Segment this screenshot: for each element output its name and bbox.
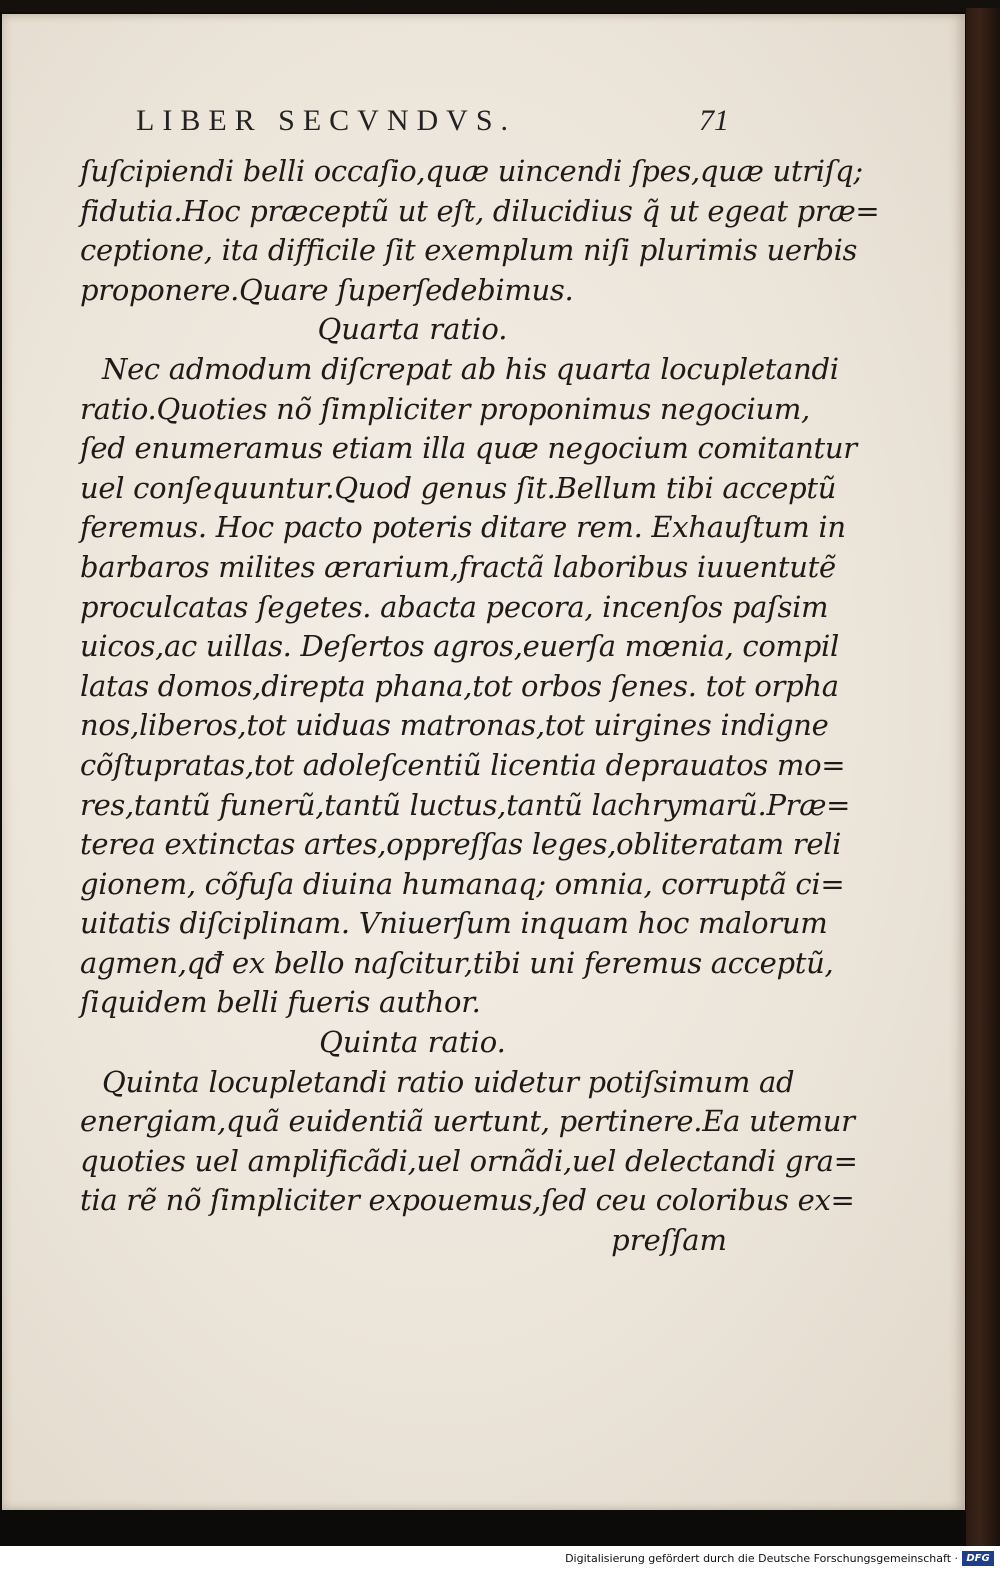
text-line: ratio.Quoties nõ ſimpliciter proponimus negocium, — [80, 391, 810, 426]
text-line: Quinta locupletandi ratio uidetur potiſsimum ad — [102, 1064, 795, 1099]
book-board-top — [0, 0, 1000, 12]
text-line: ſuſcipiendi belli occaſio,quæ uincendi ſpes,quæ utriſq; — [80, 154, 863, 188]
section-heading: Quarta ratio. — [317, 312, 508, 347]
catchword: preſſam — [611, 1223, 727, 1258]
text-line: uicos,ac uillas. Deſertos agros,euerſa mœnia, compil — [80, 629, 839, 664]
text-line: res,tantũ funerũ,tantũ luctus,tantũ lachrymarũ.Præ= — [80, 787, 851, 822]
text-line: fidutia.Hoc præceptũ ut eſt, dilucidius q̃ ut egeat præ= — [80, 193, 880, 228]
text-line: energiam,quã euidentiã uertunt, pertinere.Ea utemur — [80, 1104, 855, 1139]
text-line: latas domos,direpta phana,tot orbos ſenes. tot orpha — [80, 668, 839, 703]
folio-number: 71 — [699, 104, 729, 137]
text-line: proculcatas ſegetes. abacta pecora, incenſos paſsim — [80, 589, 829, 624]
text-line: terea extinctas artes,oppreſſas leges,obliteratam reli — [80, 827, 842, 862]
text-line: agmen,qđ ex bello naſcitur,tibi uni feremus acceptũ, — [80, 945, 834, 980]
text-line: ſiquidem belli fueris author. — [80, 985, 481, 1020]
text-line: uel conſequuntur.Quod genus ſit.Bellum tibi acceptũ — [80, 470, 837, 505]
text-line: nos,liberos,tot uiduas matronas,tot uirgines indigne — [80, 708, 829, 743]
text-line: ſed enumeramus etiam illa quæ negocium comitantur — [80, 431, 857, 466]
running-head — [80, 104, 745, 152]
book-page — [2, 14, 965, 1510]
dfg-logo: DFG — [962, 1551, 994, 1566]
text-line: barbaros milites ærarium,fractã laboribus iuuentutẽ — [80, 549, 836, 584]
text-line: tia rẽ nõ ſimpliciter expouemus,ſed ceu coloribus ex= — [80, 1183, 855, 1218]
text-line: gionem, cõfuſa diuina humanaq; omnia, corruptã ci= — [80, 866, 845, 901]
running-head-title: LIBER SECVNDVS. — [136, 104, 517, 137]
text-line: ceptione, ita difficile ſit exemplum niſi plurimis uerbis — [80, 233, 858, 268]
text-line: feremus. Hoc pacto poteris ditare rem. Exhauſtum in — [80, 510, 846, 545]
text-block — [80, 104, 880, 1261]
section-heading: Quinta ratio. — [319, 1025, 506, 1060]
book-board-edge — [966, 8, 1000, 1550]
funding-credit: Digitalisierung gefördert durch die Deutsche Forschungsgemeinschaft · — [565, 1552, 958, 1565]
text-line: quoties uel amplificãdi,uel ornãdi,uel delectandi gra= — [80, 1143, 858, 1178]
text-line: cõſtupratas,tot adoleſcentiũ licentia deprauatos mo= — [80, 747, 846, 782]
text-line: proponere.Quare ſuperſedebimus. — [80, 272, 574, 307]
footer-bar — [0, 1546, 1000, 1570]
text-line: uitatis diſciplinam. Vniuerſum inquam hoc malorum — [80, 906, 828, 941]
text-line: Nec admodum diſcrepat ab his quarta locupletandi — [102, 351, 839, 386]
